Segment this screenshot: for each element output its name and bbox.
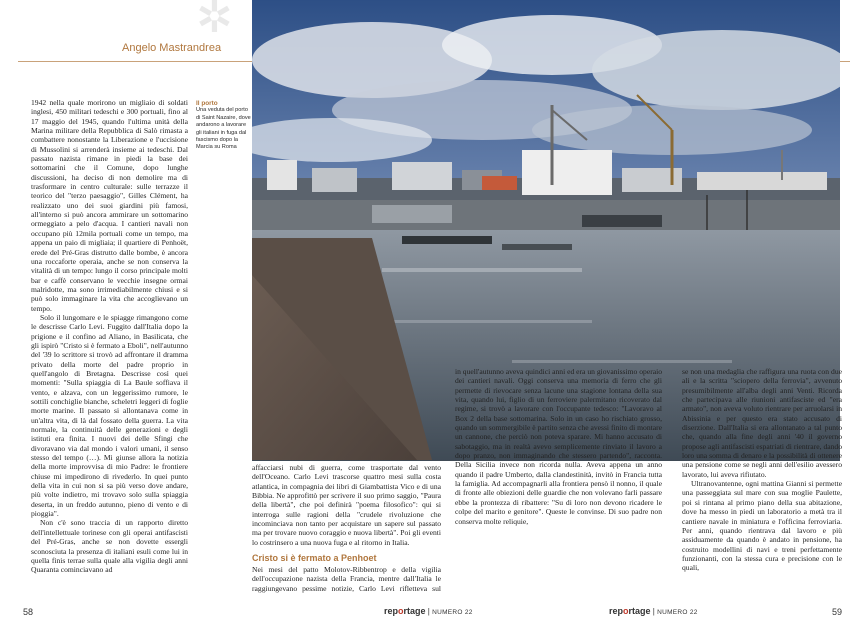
paragraph: Nei mesi del patto Molotov-Ribbentrop e della vigilia dell'occupazione nazista della Francia, mentre dall'Italia le raggiungevano pessime notizie, Carlo Levi rifletteva sul [252, 565, 441, 593]
caption-text: Una veduta del porto di Saint Nazaire, dove andarono a lavorare gli italiani in fuga dal fascismo dopo la Marcia su Roma [196, 107, 251, 151]
issue-number: NUMERO 22 [657, 609, 698, 616]
page-number-right: 59 [832, 607, 843, 617]
paragraph: Solo il lungomare e le spiagge rimangono come le descrisse Carlo Levi. Fuggito dall'Italia dopo la prigione e il confino ad Aliano, in Basilicata, che gli ispirò "Cristo si è fermato a Eboli", nell'autunno del '39 lo scrittore si trovò ad affrontare il dramma privato della morte del padre proprio in quell'angolo di Bretagna. Descrisse così quei momenti: "Sulla spiaggia di La Baule soffiava il vento, e alzava, con un leggerissimo rumore, le sottili conchiglie bianche, scheletri leggeri di foglie morte marine. Il passato si allontanava come in un'altra vita, di là dal fossato della guerra. La vita normale, la continuità delle generazioni e degli istituti era finita. I nuovi dei delle Sfingi che divoravano via dal mondo i valori umani, il senso stesso del tempo (…). Mi giunse allora la notizia della morte improvvisa di mio Padre: le frontiere chiuse mi impedirono di rivederlo. In quei punto della vita in cui non si sa più verso dove andare, più volte indietro, mi trovavo solo sulla spiaggia deserta, in un freddo autunno, pieno di vento e di pioggia". [31, 312, 188, 519]
article-column-4 [682, 367, 842, 593]
paragraph: Non c'è sono traccia di un rapporto diretto dell'intellettuale torinese con gli operai antifascisti del Pré-Gras, anche se non dovette essergli sconosciuta la presenza di italiani esuli come lui in quella finis terrae sulla quale alla vigilia degli anni Quaranta cominciavano ad [31, 518, 188, 575]
separator: | [427, 607, 430, 616]
author-name: Angelo Mastrandrea [122, 42, 222, 54]
section-subheading: Cristo si è fermato a Penhoet [252, 553, 377, 564]
masthead-left [384, 606, 473, 616]
issue-number: NUMERO 22 [432, 609, 473, 616]
article-column-3 [455, 367, 662, 593]
paragraph: Ultranovantenne, ogni mattina Gianni si permette una passeggiata sul mare con sua moglie Paulette, poi si rintana al primo piano della sua abitazione, dove ha messo in piedi un laboratorio a metà tra il cantiere navale in miniatura e l'officina ferroviaria. Per anni, quando rientrava dal lavoro e più assiduamente da quando è andato in pensione, ha costruito modellini di navi e treni perfettamente funzionanti, con la stessa cura e precisione con le quali, [682, 479, 842, 573]
article-column-1 [31, 98, 188, 588]
article-column-2 [252, 463, 441, 593]
brand-name: reportage [609, 606, 651, 616]
paragraph: se non una medaglia che raffigura una ruota con due ali e la scritta "sciopero della ferrovia", avvenuto presumibilmente all'alba degli anni Venti. Ricorda che partecipava alle riunioni antifasciste ed "era armato", non aveva voluto rientrare per arruolarsi in Abissinia e per questo era stato accusato di diserzione. Dall'Italia si era allontanato a tal punto che, quando alla fine degli anni '40 il governo propose agli antifascisti espatriati di rientrare, dando loro una somma di denaro e la possibilità di ottenere una pensione come se negli anni dell'esilio avessero lavorato, lui aveva rifiutato. [682, 367, 842, 479]
brand-name: reportage [384, 606, 426, 616]
paragraph: 1942 nella quale morirono un migliaio di soldati inglesi, 450 militari tedeschi e 300 portuali, fino al 17 maggio del 1945, quando l'ultima unità della Marina militare della Repubblica di Salò rimasta a combattere nonostante la Liberazione e l'uccisione di Mussolini si arrenderà insieme ai tedeschi. Dal passato nazista rimane in piedi la base dei sottomarini che il Comune, dopo lunghe discussioni, ha deciso di non demolire ma di trasformare in centro culturale: sulle terrazze il teorico del "terzo paesaggio", Gilles Clément, ha realizzato uno dei suoi giardini più famosi, all'interno si può ancora ammirare un sottomarino ormeggiato a pelo d'acqua. I cantieri navali non occupano più 12mila portuali come un tempo, ma appena un paio di migliaia; il quartiere di Penhoët, erede del Pré-Gras distrutto dalle bombe, è ancora una roccaforte operaia, anche se non conserva la vitalità di un tempo: lungo il corso principale molti bar e caffè conservano le vecchie insegne ormai malridotte, ma sono irrimediabilmente chiusi e si può solo immaginare la vita che accoglievano un tempo. [31, 98, 188, 313]
paragraph: affacciarsi nubi di guerra, come trasportate dal vento dell'Oceano. Carlo Levi trascorse quattro mesi sulla costa atlantica, in compagnia dei libri di Giambattista Vico e di una Bibbia. Ne approfittò per scrivere il suo primo saggio, "Paura della libertà", che poi definirà "poema filosofico": qui si interroga sulle ragioni della "crudele rivoluzione che incominciava non tanto per acquistare un sapere sul passato ma per trovare nuovo coraggio e nuova libertà". Poi gli eventi lo costrinsero a una nuova fuga e al ritorno in Italia. [252, 463, 441, 547]
separator: | [652, 607, 655, 616]
caption-title: Il porto [196, 100, 218, 107]
photo-caption [196, 100, 252, 152]
masthead-right [609, 606, 698, 616]
paragraph: in quell'autunno aveva quindici anni ed era un giovanissimo operaio dei cantieri navali. Oggi conserva una memoria di ferro che gli permette di rievocare senza lacune una stagione lontana della sua vita, quando lui, figlio di un ferroviere palermitano ricoverato dal regime, si trovò a lavorare con l'occupante tedesco: "Lavoravo al Box 2 della base sottomarina. Solo in un caso ho rischiato grosso, quando un sommergibile è partito senza che avessi finito di montare un cannone, che perciò non poteva sparare. Mi hanno accusato di sabotaggio, ma in realtà avevo semplicemente rinviato il lavoro a dopo pranzo, non immaginando che stessero partendo", racconta. Della Sicilia invece non ricorda nulla. Aveva appena un anno quando il padre Umberto, dalla clandestinità, invitò in Francia tutta la famiglia. Ad accompagnarli alla frontiera pensò il nonno, il quale di fronte alle obiezioni delle guardie che non volevano farli passare ebbe la prontezza di ribattere: "Su di loro non devono ricadere le colpe del marito e genitore". Queste le convinse. Di suo padre non conserva molte reliquie, [455, 367, 662, 526]
page-number-left: 58 [23, 607, 34, 617]
snowflake-logo-icon: ✲ [196, 0, 233, 42]
